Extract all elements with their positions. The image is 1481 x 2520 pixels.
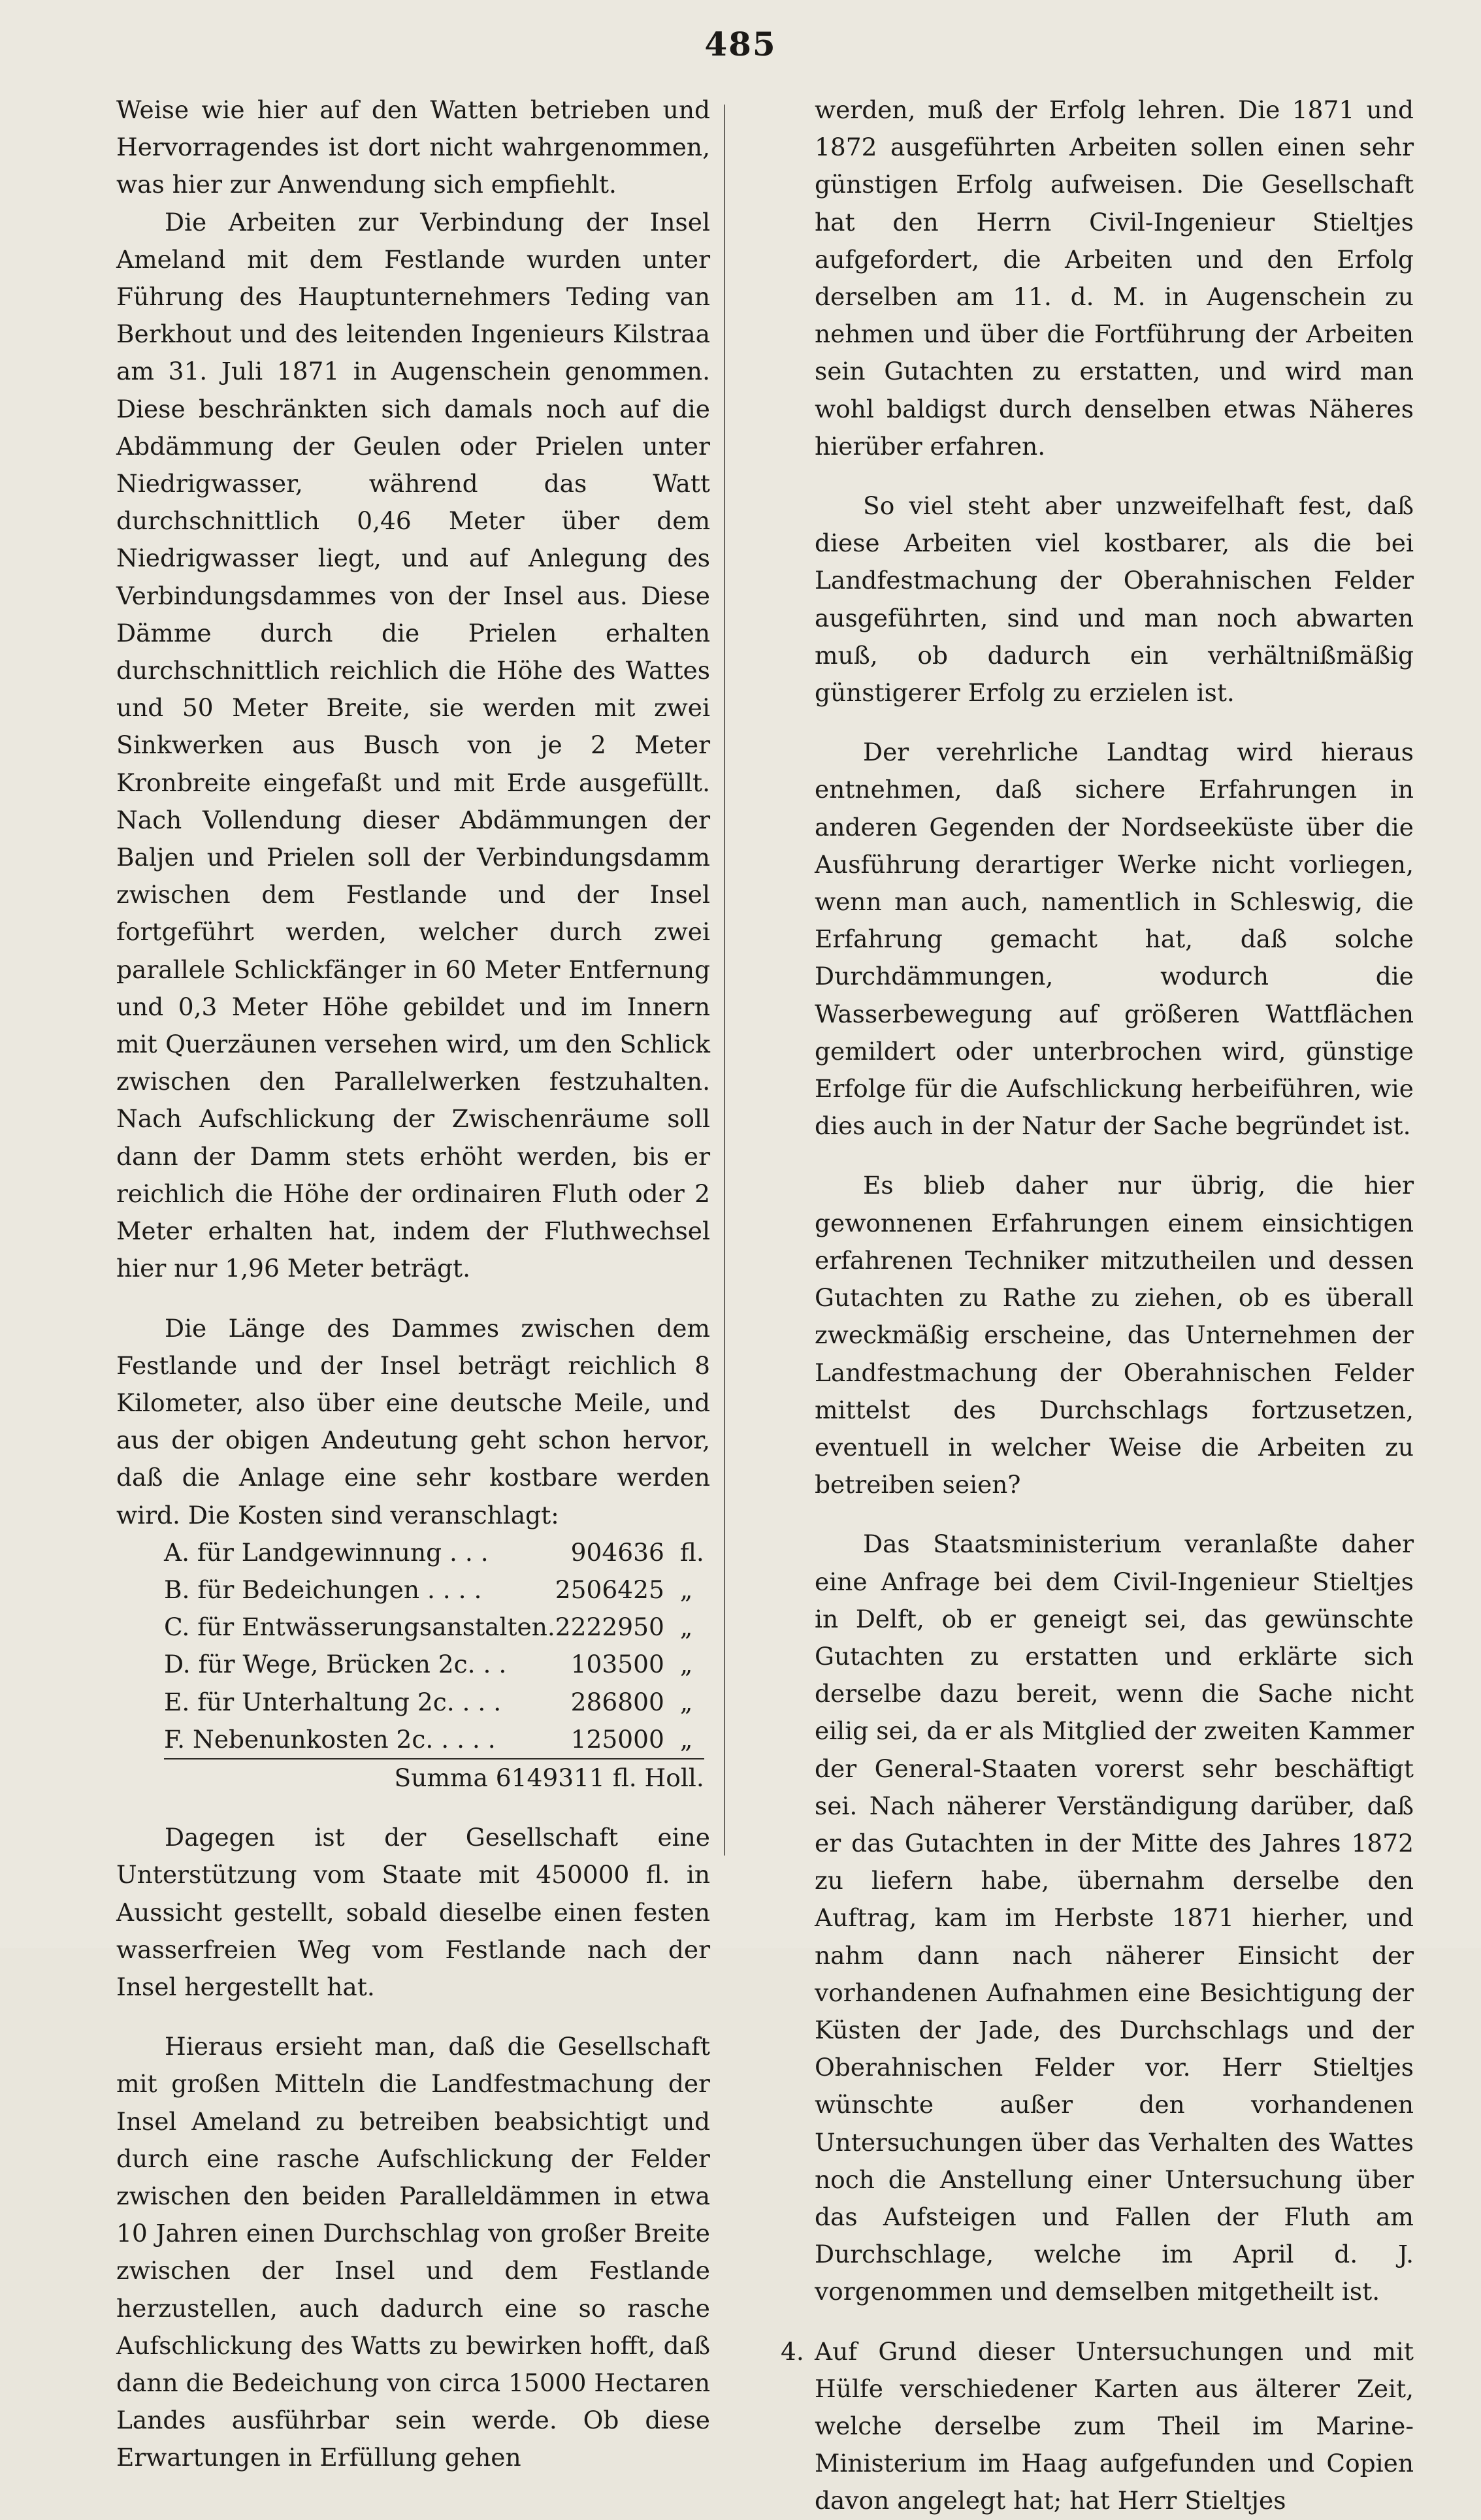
cost-row <box>164 1721 704 1759</box>
cost-row <box>164 1609 704 1646</box>
cost-label: C. für Entwässerungsanstalten. <box>164 1612 555 1642</box>
cost-sum: Summa 6149311 fl. Holl. <box>164 1759 704 1797</box>
right-paragraph-3: Der verehrliche Landtag wird hieraus entnehmen, daß sichere Erfahrungen in anderen Gegenden der Nordseeküste über die Ausführung derartiger Werke nicht vorliegen, wenn man auch, namentlich in Schleswig, die Erfahrung gemacht hat, daß solche Durchdämmungen, wodurch die Wasserbewegung auf größeren Wattflächen gemildert oder unterbrochen wird, günstige Erfolge für die Aufschlickung herbeiführen, wie dies auch in der Natur der Sache begründet ist. <box>815 738 1414 1141</box>
cost-label: F. Nebenunkosten 2c. . . . . <box>164 1724 496 1754</box>
left-paragraph-5: Hieraus ersieht man, daß die Gesellschaft mit großen Mitteln die Landfestmachung der Insel Ameland zu betreiben beabsichtigt und durch eine rasche Aufschlickung der Felder zwischen den beiden Paralleldämmen in etwa 10 Jahren einen Durchschlag von großer Breite zwischen der Insel und dem Festlande herzustellen, auch dadurch eine so rasche Aufschlickung des Watts zu bewirken hofft, daß dann die Bedeichung von circa 15000 Hectaren Landes ausführbar sein werde. Ob diese Erwartungen in Erfüllung gehen <box>116 2032 710 2472</box>
column-divider <box>724 105 725 1856</box>
page-number: 485 <box>704 25 777 63</box>
cost-label: A. für Landgewinnung . . . <box>164 1537 489 1567</box>
right-paragraph-5: Das Staatsministerium veranlaßte daher eine Anfrage bei dem Civil-Ingenieur Stieltjes in Delft, ob er geneigt sei, das gewünschte Gutachten zu erstatten und erklärte sich derselbe dazu bereit, wenn die Sache nicht eilig sei, da er als Mitglied der zweiten Kammer der General-Staaten vorerst sehr beschäftigt sei. Nach näherer Verständigung darüber, daß er das Gutachten in der Mitte des Jahres 1872 zu liefern habe, übernahm derselbe den Auftrag, kam im Herbste 1871 hierher, und nahm dann nach näherer Einsicht der vorhandenen Aufnahmen eine Besichtigung der Küsten der Jade, des Durchschlags und der Oberahnischen Felder vor. Herr Stieltjes wünschte außer den vorhandenen Untersuchungen über das Verhalten des Wattes noch die Anstellung einer Untersuchung über das Aufsteigen und Fallen der Fluth am Durchschlage, welche im April d. J. vorgenommen und demselben mitgetheilt ist. <box>815 1530 1414 2306</box>
cost-table <box>164 1534 704 1797</box>
cost-amount: 103500 <box>570 1650 664 1679</box>
cost-label: E. für Unterhaltung 2c. . . . <box>164 1687 502 1716</box>
cost-unit: „ <box>679 1687 693 1716</box>
cost-unit: „ <box>679 1650 693 1679</box>
cost-amount: 2506425 <box>555 1575 664 1604</box>
cost-unit: fl. <box>679 1537 704 1567</box>
cost-amount: 125000 <box>570 1724 664 1754</box>
cost-amount: 286800 <box>570 1687 664 1716</box>
item-number: 4. <box>781 2336 804 2366</box>
left-paragraph-3: Die Länge des Dammes zwischen dem Festlande und der Insel beträgt reichlich 8 Kilometer, also über eine deutsche Meile, und aus der obigen Andeutung geht schon hervor, daß die Anlage eine sehr kostbare werden wird. Die Kosten sind veranschlagt: <box>116 1313 710 1530</box>
cost-row <box>164 1534 704 1571</box>
cost-label: B. für Bedeichungen . . . . <box>164 1575 482 1604</box>
cost-label: D. für Wege, Brücken 2c. . . <box>164 1650 507 1679</box>
left-paragraph-2: Die Arbeiten zur Verbindung der Insel Ameland mit dem Festlande wurden unter Führung des Hauptunternehmers Teding van Berkhout und des leitenden Ingenieurs Kilstraa am 31. Juli 1871 in Augenschein genommen. Diese beschränkten sich damals noch auf die Abdämmung der Geulen oder Prielen unter Niedrigwasser, während das Watt durchschnittlich 0,46 Meter über dem Niedrigwasser liegt, und auf Anlegung des Verbindungsdammes von der Insel aus. Diese Dämme durch die Prielen erhalten durchschnittlich reichlich die Höhe des Wattes und 50 Meter Breite, sie werden mit zwei Sinkwerken aus Busch von je 2 Meter Kronbreite eingefaßt und mit Erde ausgefüllt. Nach Vollendung dieser Abdämmungen der Baljen und Prielen soll der Verbindungsdamm zwischen dem Festlande und der Insel fortgeführt werden, welcher durch zwei parallele Schlickfänger in 60 Meter Entfernung und 0,3 Meter Höhe gebildet und im Innern mit Querzäunen versehen wird, um den Schlick zwischen den Parallelwerken festzuhalten. Nach Aufschlickung der Zwischenräume soll dann der Damm stets erhöht werden, bis er reichlich die Höhe der ordinairen Fluth oder 2 Meter erhalten hat, indem der Fluthwechsel hier nur 1,96 Meter beträgt. <box>116 207 710 1283</box>
cost-unit: „ <box>679 1724 693 1754</box>
item-4-text: Auf Grund dieser Untersuchungen und mit Hülfe verschiedener Karten aus älterer Zeit, welche derselbe zum Theil im Marine-Ministerium im Haag aufgefunden und Copien davon angelegt hat; hat Herr Stieltjes <box>815 2336 1414 2515</box>
left-column <box>116 91 710 2477</box>
cost-row <box>164 1571 704 1609</box>
cost-unit: „ <box>679 1575 693 1604</box>
right-paragraph-2: So viel steht aber unzweifelhaft fest, daß diese Arbeiten viel kostbarer, als die bei Landfestmachung der Oberahnischen Felder ausgeführten, sind und man noch abwarten muß, ob dadurch ein verhältnißmäßig günstigerer Erfolg zu erzielen ist. <box>815 491 1414 708</box>
cost-amount: 2222950 <box>555 1612 664 1642</box>
right-paragraph-1: werden, muß der Erfolg lehren. Die 1871 und 1872 ausgeführten Arbeiten sollen einen sehr günstigen Erfolg aufweisen. Die Gesellschaft hat den Herrn Civil-Ingenieur Stieltjes aufgefordert, die Arbeiten und den Erfolg derselben am 11. d. M. in Augenschein zu nehmen und über die Fortführung der Arbeiten sein Gutachten zu erstatten, und wird man wohl baldigst durch denselben etwas Näheres hierüber erfahren. <box>815 95 1414 461</box>
cost-row <box>164 1646 704 1683</box>
cost-amount: 904636 <box>570 1537 664 1567</box>
left-paragraph-4: Dagegen ist der Gesellschaft eine Unterstützung vom Staate mit 450000 fl. in Aussicht gestellt, sobald dieselbe einen festen wasserfreien Weg vom Festlande nach der Insel hergestellt hat. <box>116 1823 710 2001</box>
left-paragraph-1: Weise wie hier auf den Watten betrieben und Hervorragendes ist dort nicht wahrgenommen, was hier zur Anwendung sich empfiehlt. <box>116 95 710 199</box>
numbered-item-4 <box>781 2333 1414 2520</box>
right-paragraph-4: Es blieb daher nur übrig, die hier gewonnenen Erfahrungen einem einsichtigen erfahrenen Techniker mitzutheilen und dessen Gutachten zu Rathe zu ziehen, ob es überall zweckmäßig erscheine, das Unternehmen der Landfestmachung der Oberahnischen Felder mittelst des Durchschlags fortzusetzen, eventuell in welcher Weise die Arbeiten zu betreiben seien? <box>815 1171 1414 1499</box>
cost-sum-row <box>164 1759 704 1797</box>
right-column <box>781 91 1414 2520</box>
cost-row <box>164 1684 704 1721</box>
cost-unit: „ <box>679 1612 693 1642</box>
